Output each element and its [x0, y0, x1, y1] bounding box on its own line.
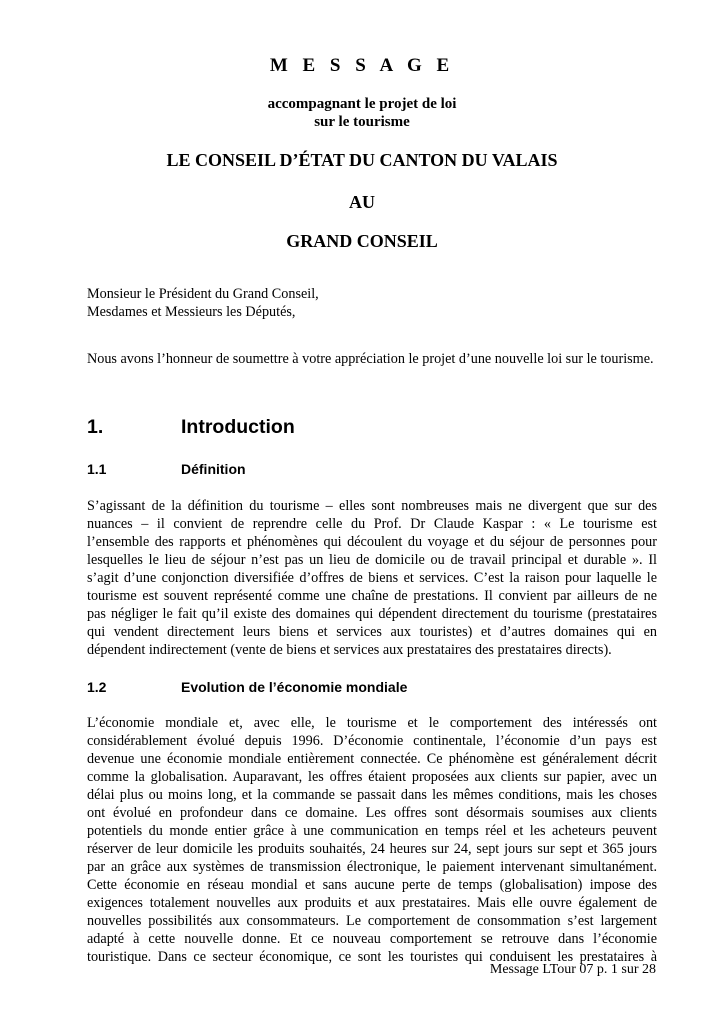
sender-heading: LE CONSEIL D’ÉTAT DU CANTON DU VALAIS	[166, 150, 558, 170]
paragraph-line: devenue une économie mondiale entièrement connectée. Ce phénomène est généralement décrit	[87, 751, 657, 767]
paragraph-line: exigences totalement nouvelles aux produits et aux prestataires. Mais elle ouvre également de	[87, 895, 657, 911]
section-1-2-number: 1.2	[87, 679, 107, 695]
section-1-2-heading	[87, 679, 407, 695]
paragraph-line: réserver de leur domicile les produits souhaités, 24 heures sur 24, sept jours sur sept et 365 jours	[87, 841, 657, 857]
section-1-title: Introduction	[181, 416, 295, 438]
paragraph-line: dépendent indirectement (vente de biens et services aux prestataires des prestataires directs).	[87, 642, 612, 658]
section-1-heading	[87, 416, 295, 439]
paragraph-line: comme la globalisation. Auparavant, les offres étaient proposées aux clients sur papier, avec un	[87, 769, 657, 785]
paragraph-line: délai plus ou moins long, et la commande se passait dans les mêmes conditions, mais les choses	[87, 787, 657, 803]
paragraph-line: nouvelles possibilités aux consommateurs. Le comportement de consommation s’est largement	[87, 913, 657, 929]
paragraph-line: s’agit d’une conjonction diversifiée d’offres de biens et services. C’est la raison pour laquelle le	[87, 570, 657, 586]
definition-paragraph	[87, 497, 657, 659]
salutation-line-2: Mesdames et Messieurs les Députés,	[87, 304, 296, 320]
document-title: M E S S A G E	[269, 55, 455, 76]
subtitle-line-2: sur le tourisme	[314, 114, 410, 130]
paragraph-line: L’économie mondiale et, avec elle, le tourisme et le comportement des intéressés ont	[87, 715, 657, 731]
section-1-2-title: Evolution de l’économie mondiale	[181, 679, 408, 695]
paragraph-line: touristique. Dans ce secteur économique, ce sont les touristes qui conduisent les prestataires à	[87, 949, 657, 965]
salutation	[87, 285, 657, 321]
to-heading: AU	[349, 192, 375, 212]
paragraph-line: qui vendent directement leurs biens et services aux touristes) et d’autres domaines qui en	[87, 624, 657, 640]
salutation-line-1: Monsieur le Président du Grand Conseil,	[87, 286, 319, 302]
section-1-1-title: Définition	[181, 461, 246, 477]
recipient-heading: GRAND CONSEIL	[286, 231, 438, 251]
paragraph-line: pas négliger le fait qu’il existe des domaines qui dépendent directement du tourisme (prestataires	[87, 606, 657, 622]
paragraph-line: ont évolué en profondeur dans ce domaine. Les offres sont désormais soumises aux clients	[87, 805, 657, 821]
intro-paragraph: Nous avons l’honneur de soumettre à votre appréciation le projet d’une nouvelle loi sur le tourisme.	[87, 351, 654, 367]
paragraph-line: par an grâce aux systèmes de transmission électronique, le paiement intervenant simultanément.	[87, 859, 657, 875]
section-1-1-heading	[87, 461, 246, 477]
section-1-number: 1.	[87, 416, 104, 438]
paragraph-line: S’agissant de la définition du tourisme – elles sont nombreuses mais ne divergent que sur des	[87, 498, 657, 514]
section-1-1-number: 1.1	[87, 461, 107, 477]
paragraph-line: lesquelles le lieu de séjour n’est pas un lieu de domicile ou de travail principal et durable ». Il	[87, 552, 657, 568]
paragraph-line: l’ensemble des rapports et phénomènes qui découlent du voyage et du séjour de personnes pour	[87, 534, 657, 550]
document-subtitle	[0, 95, 724, 131]
page-footer: Message LTour 07 p. 1 sur 28	[489, 962, 656, 977]
paragraph-line: potentiels du monde entier grâce à une communication en temps réel et les acheteurs peuvent	[87, 823, 657, 839]
paragraph-line: Cette économie en réseau mondial et sans aucune perte de temps (globalisation) impose des	[87, 877, 657, 893]
paragraph-line: nuances – il convient de reprendre celle du Prof. Dr Claude Kaspar : « Le tourisme est	[87, 516, 657, 532]
economy-paragraph	[87, 714, 657, 966]
paragraph-line: considérablement évolué depuis 1996. D’économie continentale, l’économie d’un pays est	[87, 733, 657, 749]
subtitle-line-1: accompagnant le projet de loi	[267, 96, 457, 112]
paragraph-line: adapté à cette nouvelle donne. Et ce nouveau comportement se retrouve dans l’économie	[87, 931, 657, 947]
paragraph-line: tourisme est souvent représenté comme une chaîne de prestations. Il convient par ailleurs de ne	[87, 588, 657, 604]
